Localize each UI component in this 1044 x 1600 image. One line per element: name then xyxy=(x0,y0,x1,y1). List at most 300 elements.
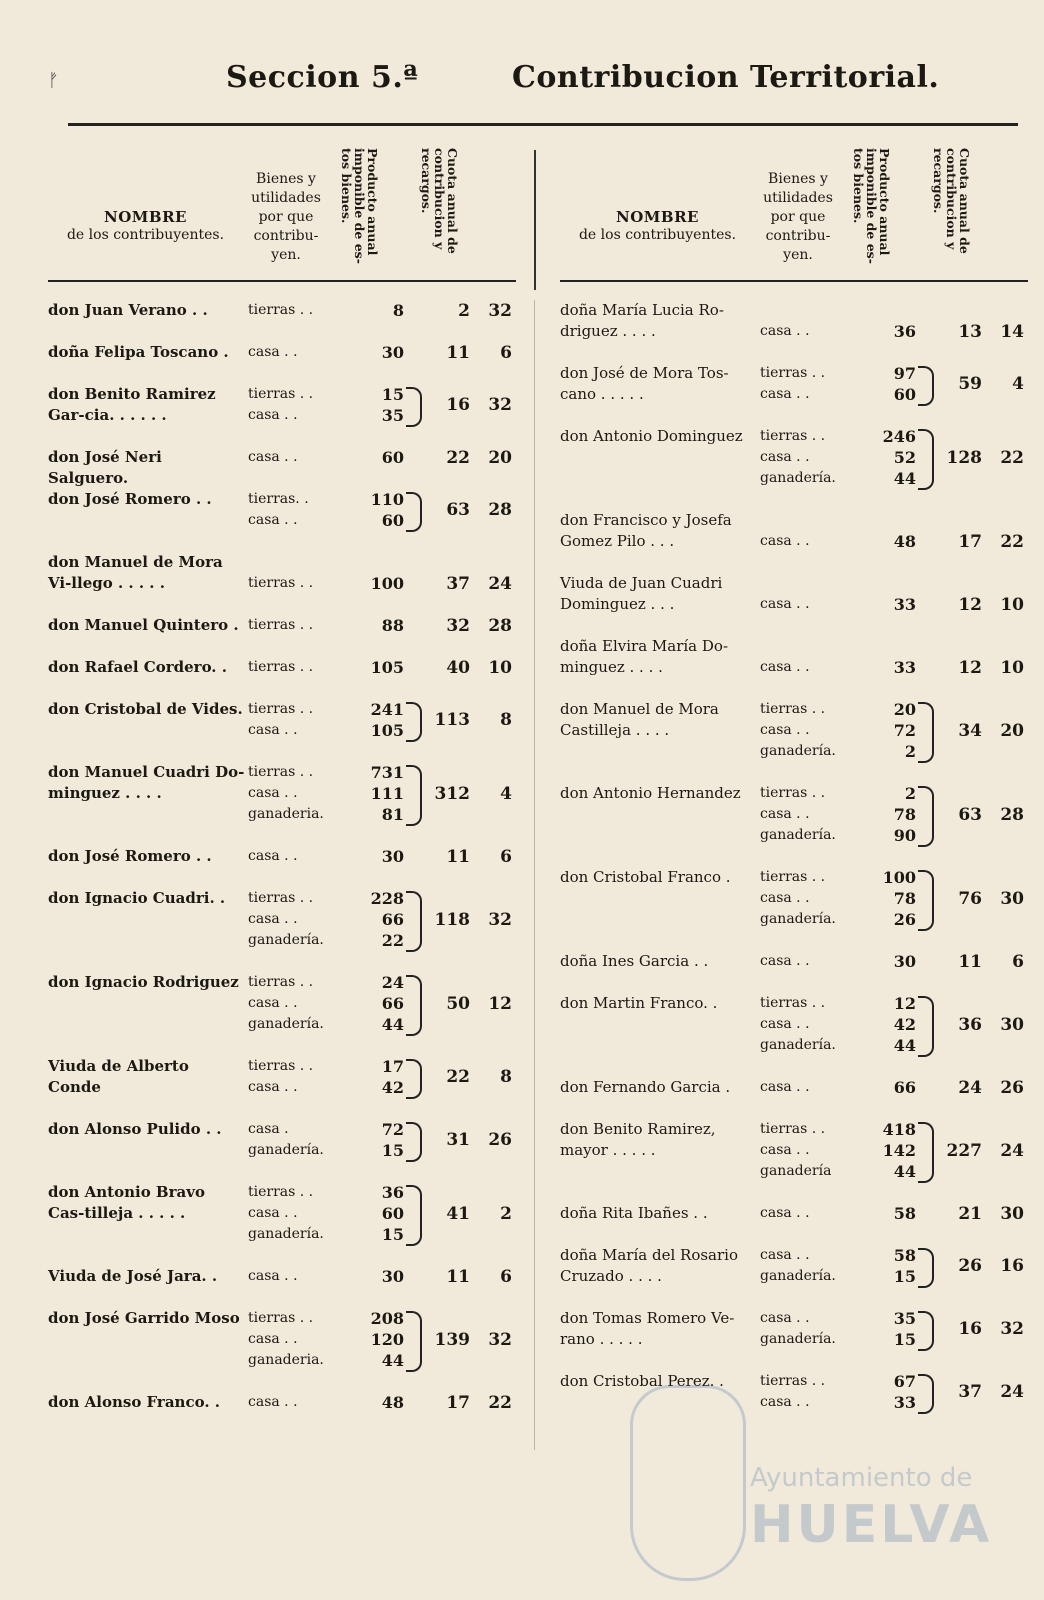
table-row xyxy=(48,846,516,867)
col-header-cuota: Cuota anual de contribucion y recargos. xyxy=(419,148,460,254)
taxpayer-name: don Tomas Romero Ve-rano . . . . . xyxy=(560,1309,735,1348)
product-value: 44 xyxy=(381,1015,404,1034)
taxpayer-name: doña Elvira María Do-minguez . . . . xyxy=(560,637,729,676)
cuota-reales: 37 xyxy=(958,1382,982,1402)
property-type: tierras . . xyxy=(248,764,314,780)
product-value: 30 xyxy=(381,343,404,362)
property-type: tierras . . xyxy=(248,1310,314,1326)
taxpayer-name: don Alonso Pulido . . xyxy=(48,1120,222,1138)
cuota-maravedis: 20 xyxy=(1000,720,1024,741)
product-value: 100 xyxy=(370,574,404,593)
cuota-maravedis: 4 xyxy=(500,783,512,804)
product-value: 8 xyxy=(392,301,404,320)
property-type: tierras . . xyxy=(248,575,314,591)
table-row xyxy=(48,552,516,594)
product-value: 12 xyxy=(893,994,916,1013)
cuota-maravedis: 22 xyxy=(1000,531,1024,552)
col-header-cuota: Cuota anual de contribucion y recargos. xyxy=(931,148,972,254)
cuota-reales: 2 xyxy=(458,300,470,321)
right-table xyxy=(560,140,1028,1434)
property-type: ganadería. xyxy=(760,1331,836,1347)
taxpayer-name: Viuda de Alberto Conde xyxy=(48,1057,189,1096)
property-type: tierras . . xyxy=(760,785,826,801)
property-type: casa . . xyxy=(248,512,298,528)
cuota-reales: 11 xyxy=(446,1266,470,1287)
cuota-maravedis: 32 xyxy=(488,395,512,415)
property-type: tierras . . xyxy=(248,1184,314,1200)
table-row xyxy=(48,1266,516,1287)
product-value: 60 xyxy=(381,511,404,530)
cuota-maravedis: 24 xyxy=(488,573,512,594)
property-type: casa . . xyxy=(760,1079,810,1095)
property-type: tierras . . xyxy=(760,869,826,885)
cuota-reales: 34 xyxy=(958,720,982,741)
cuota-maravedis: 10 xyxy=(1000,657,1024,678)
cuota-reales: 11 xyxy=(446,342,470,363)
cuota-maravedis: 26 xyxy=(1000,1077,1024,1098)
product-value: 60 xyxy=(893,385,916,404)
taxpayer-name: doña Rita Ibañes . . xyxy=(560,1204,708,1222)
property-type: casa . . xyxy=(248,785,298,801)
property-type: casa . . xyxy=(760,449,810,465)
cuota-maravedis: 6 xyxy=(500,846,512,867)
property-type: tierras. . xyxy=(248,491,309,507)
property-type: tierras . . xyxy=(248,1058,314,1074)
table-row xyxy=(560,636,1028,678)
cuota-reales: 32 xyxy=(446,615,470,636)
corner-mark: ᚠ xyxy=(48,70,59,91)
property-type: tierras . . xyxy=(248,386,314,402)
product-value: 26 xyxy=(893,910,916,929)
left-table-rows xyxy=(48,282,516,1434)
cuota-reales: 17 xyxy=(446,1392,470,1413)
taxpayer-name: don Rafael Cordero. . xyxy=(48,658,227,676)
cuota-reales: 12 xyxy=(958,657,982,678)
cuota-maravedis: 10 xyxy=(488,657,512,678)
taxpayer-name: don Ignacio Cuadri. . xyxy=(48,889,226,907)
cuota-reales: 63 xyxy=(958,804,982,825)
cuota-maravedis: 6 xyxy=(500,1266,512,1287)
property-type: casa . . xyxy=(760,1394,810,1410)
product-value: 66 xyxy=(893,1078,916,1097)
table-row xyxy=(560,699,1028,762)
cuota-maravedis: 10 xyxy=(1000,594,1024,615)
cuota-reales: 139 xyxy=(434,1329,470,1350)
taxpayer-name: doña María del Rosario Cruzado . . . . xyxy=(560,1246,738,1285)
property-type: casa . . xyxy=(248,1394,298,1410)
table-row xyxy=(48,657,516,678)
table-row xyxy=(560,993,1028,1056)
product-value: 67 xyxy=(893,1372,916,1391)
section-heading: Seccion 5.ª xyxy=(226,60,419,95)
property-type: ganadería. xyxy=(248,1226,324,1242)
property-type: casa . . xyxy=(248,1268,298,1284)
table-row xyxy=(48,1392,516,1413)
property-type: casa . . xyxy=(248,848,298,864)
product-value: 15 xyxy=(381,1141,404,1160)
col-header-nombre: NOMBRE de los contribuyentes. xyxy=(66,208,225,243)
product-value: 60 xyxy=(381,1204,404,1223)
product-value: 48 xyxy=(893,532,916,551)
product-value: 33 xyxy=(893,595,916,614)
left-table xyxy=(48,140,516,1434)
taxpayer-name: don Antonio Dominguez xyxy=(560,427,743,445)
product-value: 36 xyxy=(381,1183,404,1202)
product-value: 208 xyxy=(370,1309,404,1328)
property-type: casa . . xyxy=(248,344,298,360)
product-value: 246 xyxy=(882,427,916,446)
cuota-reales: 227 xyxy=(946,1140,982,1161)
property-type: casa . . xyxy=(760,659,810,675)
cuota-maravedis: 6 xyxy=(500,342,512,363)
property-type: casa . . xyxy=(760,533,810,549)
property-type: casa . . xyxy=(760,1310,810,1326)
cuota-maravedis: 14 xyxy=(1000,321,1024,342)
table-row xyxy=(560,1308,1028,1350)
product-value: 120 xyxy=(370,1330,404,1349)
property-type: tierras . . xyxy=(760,701,826,717)
property-type: casa . . xyxy=(248,407,298,423)
property-type: ganadería. xyxy=(760,1037,836,1053)
property-type: tierras . . xyxy=(248,701,314,717)
cuota-reales: 36 xyxy=(958,1014,982,1035)
product-value: 66 xyxy=(381,994,404,1013)
cuota-reales: 37 xyxy=(446,573,470,594)
table-row xyxy=(48,699,516,741)
cuota-maravedis: 30 xyxy=(1000,1014,1024,1035)
product-value: 42 xyxy=(381,1078,404,1097)
property-type: tierras . . xyxy=(248,659,314,675)
cuota-reales: 113 xyxy=(434,710,470,730)
product-value: 44 xyxy=(381,1351,404,1370)
cuota-maravedis: 28 xyxy=(1000,804,1024,825)
watermark-line1: Ayuntamiento de xyxy=(750,1463,973,1493)
product-value: 66 xyxy=(381,910,404,929)
table-row xyxy=(560,363,1028,405)
cuota-reales: 16 xyxy=(446,395,470,415)
table-row xyxy=(560,1119,1028,1182)
taxpayer-name: don Francisco y Josefa Gomez Pilo . . . xyxy=(560,511,732,550)
table-row xyxy=(48,1182,516,1245)
product-value: 17 xyxy=(381,1057,404,1076)
table-row xyxy=(48,447,516,487)
table-row xyxy=(560,573,1028,615)
taxpayer-name: don Manuel Cuadri Do-minguez . . . . xyxy=(48,763,245,802)
cuota-reales: 24 xyxy=(958,1077,982,1098)
property-type: ganadería. xyxy=(760,911,836,927)
taxpayer-name: doña María Lucia Ro-driguez . . . . xyxy=(560,301,724,340)
taxpayer-name: don Benito Ramirez, mayor . . . . . xyxy=(560,1120,716,1159)
property-type: casa . . xyxy=(248,1331,298,1347)
cuota-reales: 59 xyxy=(958,374,982,394)
property-type: tierras . . xyxy=(760,995,826,1011)
cuota-reales: 63 xyxy=(446,500,470,520)
taxpayer-name: don Manuel de Mora Castilleja . . . . xyxy=(560,700,719,739)
taxpayer-name: doña Ines Garcia . . xyxy=(560,952,709,970)
table-row xyxy=(48,972,516,1035)
col-header-producto: Producto anual imponible de es-tos bienes. xyxy=(339,148,380,264)
table-row xyxy=(48,1056,516,1098)
cuota-maravedis: 32 xyxy=(1000,1319,1024,1339)
cuota-maravedis: 26 xyxy=(488,1130,512,1150)
table-row xyxy=(560,426,1028,489)
product-value: 418 xyxy=(882,1120,916,1139)
cuota-maravedis: 12 xyxy=(488,993,512,1014)
product-value: 90 xyxy=(893,826,916,845)
product-value: 105 xyxy=(370,658,404,677)
property-type: tierras . . xyxy=(760,428,826,444)
taxpayer-name: don Martin Franco. . xyxy=(560,994,718,1012)
property-type: casa . xyxy=(248,1121,289,1137)
property-type: casa . . xyxy=(248,722,298,738)
column-divider-faint xyxy=(534,300,535,1450)
product-value: 78 xyxy=(893,805,916,824)
cuota-maravedis: 20 xyxy=(488,447,512,468)
cuota-reales: 21 xyxy=(958,1203,982,1224)
property-type: casa . . xyxy=(760,1205,810,1221)
property-type: casa . . xyxy=(760,806,810,822)
product-value: 48 xyxy=(381,1393,404,1412)
header-rule xyxy=(68,123,1018,126)
right-table-rows xyxy=(560,282,1028,1434)
product-value: 58 xyxy=(893,1246,916,1265)
col-header-bienes: Bienes y utilidades por que contribu-yen. xyxy=(251,171,321,263)
cuota-reales: 11 xyxy=(958,951,982,972)
table-row xyxy=(48,489,516,531)
cuota-reales: 16 xyxy=(958,1319,982,1339)
property-type: ganadería. xyxy=(248,932,324,948)
property-type: casa . . xyxy=(760,722,810,738)
property-type: casa . . xyxy=(248,1079,298,1095)
taxpayer-name: don José Neri Salguero. xyxy=(48,448,162,487)
table-row xyxy=(48,300,516,321)
cuota-maravedis: 32 xyxy=(488,1329,512,1350)
taxpayer-name: don Juan Verano . . xyxy=(48,301,208,319)
right-table-header xyxy=(560,140,1028,282)
cuota-reales: 312 xyxy=(434,783,470,804)
cuota-maravedis: 8 xyxy=(500,1067,512,1087)
cuota-reales: 40 xyxy=(446,657,470,678)
product-value: 2 xyxy=(904,742,916,761)
col-header-nombre: NOMBRE de los contribuyentes. xyxy=(578,208,737,243)
cuota-maravedis: 2 xyxy=(500,1203,512,1224)
cuota-maravedis: 28 xyxy=(488,615,512,636)
table-row xyxy=(560,1203,1028,1224)
product-value: 44 xyxy=(893,1162,916,1181)
product-value: 35 xyxy=(893,1309,916,1328)
table-row xyxy=(48,342,516,363)
product-value: 142 xyxy=(882,1141,916,1160)
cuota-reales: 50 xyxy=(446,993,470,1014)
table-row xyxy=(48,384,516,426)
cuota-reales: 12 xyxy=(958,594,982,615)
product-value: 22 xyxy=(381,931,404,950)
property-type: ganadería. xyxy=(248,1142,324,1158)
cuota-reales: 118 xyxy=(434,909,470,930)
product-value: 88 xyxy=(381,616,404,635)
property-type: ganaderia. xyxy=(248,1352,324,1368)
cuota-maravedis: 8 xyxy=(500,710,512,730)
property-type: tierras . . xyxy=(248,974,314,990)
taxpayer-name: don José Garrido Moso xyxy=(48,1309,240,1327)
property-type: ganadería. xyxy=(760,1268,836,1284)
cuota-reales: 22 xyxy=(446,447,470,468)
property-type: ganadería xyxy=(760,1163,832,1179)
property-type: tierras . . xyxy=(248,302,314,318)
product-value: 44 xyxy=(893,469,916,488)
property-type: ganadería. xyxy=(760,827,836,843)
taxpayer-name: Viuda de José Jara. . xyxy=(48,1267,218,1285)
product-value: 33 xyxy=(893,658,916,677)
property-type: tierras . . xyxy=(760,1373,826,1389)
cuota-maravedis: 32 xyxy=(488,300,512,321)
property-type: tierras . . xyxy=(248,617,314,633)
taxpayer-name: don Antonio Bravo Cas-tilleja . . . . . xyxy=(48,1183,205,1222)
cuota-maravedis: 30 xyxy=(1000,888,1024,909)
taxpayer-name: Viuda de Juan Cuadri Dominguez . . . xyxy=(560,574,723,613)
product-value: 2 xyxy=(904,784,916,803)
property-type: casa . . xyxy=(760,596,810,612)
table-row xyxy=(560,951,1028,972)
product-value: 60 xyxy=(381,448,404,467)
left-table-header xyxy=(48,140,516,282)
taxpayer-name: don Cristobal Perez. . xyxy=(560,1372,724,1390)
table-row xyxy=(560,783,1028,846)
cuota-maravedis: 16 xyxy=(1000,1256,1024,1276)
cuota-maravedis: 6 xyxy=(1012,951,1024,972)
cuota-maravedis: 30 xyxy=(1000,1203,1024,1224)
product-value: 24 xyxy=(381,973,404,992)
product-value: 35 xyxy=(381,406,404,425)
product-value: 58 xyxy=(893,1204,916,1223)
table-row xyxy=(48,1308,516,1371)
property-type: casa . . xyxy=(248,911,298,927)
property-type: casa . . xyxy=(760,1016,810,1032)
product-value: 30 xyxy=(893,952,916,971)
cuota-maravedis: 4 xyxy=(1012,374,1024,394)
cuota-reales: 31 xyxy=(446,1130,470,1150)
property-type: ganaderia. xyxy=(248,806,324,822)
taxpayer-name: doña Felipa Toscano . xyxy=(48,343,229,361)
table-row xyxy=(560,867,1028,930)
table-row xyxy=(560,1077,1028,1098)
product-value: 78 xyxy=(893,889,916,908)
product-value: 15 xyxy=(893,1267,916,1286)
property-type: ganadería. xyxy=(760,470,836,486)
product-value: 52 xyxy=(893,448,916,467)
cuota-maravedis: 28 xyxy=(488,500,512,520)
property-type: casa . . xyxy=(760,386,810,402)
taxpayer-name: don José Romero . . xyxy=(48,490,212,508)
property-type: casa . . xyxy=(760,1142,810,1158)
taxpayer-name: don Antonio Hernandez xyxy=(560,784,741,802)
product-value: 30 xyxy=(381,847,404,866)
property-type: casa . . xyxy=(760,1247,810,1263)
product-value: 110 xyxy=(370,490,404,509)
property-type: casa . . xyxy=(760,890,810,906)
cuota-reales: 11 xyxy=(446,846,470,867)
watermark-line2: HUELVA xyxy=(750,1495,993,1555)
product-value: 30 xyxy=(381,1267,404,1286)
product-value: 228 xyxy=(370,889,404,908)
taxpayer-name: don Ignacio Rodriguez xyxy=(48,973,239,991)
table-row xyxy=(48,1119,516,1161)
watermark xyxy=(630,1385,1030,1585)
table-row xyxy=(48,615,516,636)
property-type: ganadería. xyxy=(248,1016,324,1032)
product-value: 100 xyxy=(882,868,916,887)
table-row xyxy=(560,510,1028,552)
column-divider xyxy=(534,150,536,290)
table-row xyxy=(48,888,516,951)
cuota-reales: 41 xyxy=(446,1203,470,1224)
cuota-maravedis: 32 xyxy=(488,909,512,930)
product-value: 36 xyxy=(893,322,916,341)
table-row xyxy=(560,300,1028,342)
product-value: 72 xyxy=(381,1120,404,1139)
taxpayer-name: don Manuel de Mora Vi-llego . . . . . xyxy=(48,553,223,592)
table-row xyxy=(560,1245,1028,1287)
shield-icon xyxy=(630,1385,746,1581)
product-value: 15 xyxy=(381,385,404,404)
table-row xyxy=(48,762,516,825)
product-value: 111 xyxy=(370,784,404,803)
property-type: tierras . . xyxy=(760,365,826,381)
property-type: casa . . xyxy=(248,995,298,1011)
cuota-reales: 22 xyxy=(446,1067,470,1087)
cuota-reales: 17 xyxy=(958,531,982,552)
property-type: tierras . . xyxy=(760,1121,826,1137)
product-value: 241 xyxy=(370,700,404,719)
col-header-bienes: Bienes y utilidades por que contribu-yen. xyxy=(763,171,833,263)
taxpayer-name: don Benito Ramirez Gar-cia. . . . . . xyxy=(48,385,216,424)
taxpayer-name: don José de Mora Tos-cano . . . . . xyxy=(560,364,729,403)
col-header-producto: Producto anual imponible de es-tos bienes. xyxy=(851,148,892,264)
taxpayer-name: don Manuel Quintero . xyxy=(48,616,239,634)
product-value: 81 xyxy=(381,805,404,824)
cuota-reales: 26 xyxy=(958,1256,982,1276)
cuota-reales: 76 xyxy=(958,888,982,909)
product-value: 15 xyxy=(381,1225,404,1244)
page-title: Contribucion Territorial. xyxy=(512,60,940,95)
property-type: ganadería. xyxy=(760,743,836,759)
taxpayer-name: don Cristobal de Vides. xyxy=(48,700,243,718)
product-value: 33 xyxy=(893,1393,916,1412)
property-type: tierras . . xyxy=(248,890,314,906)
taxpayer-name: don José Romero . . xyxy=(48,847,212,865)
cuota-maravedis: 24 xyxy=(1000,1382,1024,1402)
property-type: casa . . xyxy=(248,449,298,465)
property-type: casa . . xyxy=(760,323,810,339)
product-value: 20 xyxy=(893,700,916,719)
product-value: 42 xyxy=(893,1015,916,1034)
taxpayer-name: don Fernando Garcia . xyxy=(560,1078,731,1096)
product-value: 15 xyxy=(893,1330,916,1349)
cuota-maravedis: 24 xyxy=(1000,1140,1024,1161)
cuota-maravedis: 22 xyxy=(1000,447,1024,468)
product-value: 105 xyxy=(370,721,404,740)
product-value: 44 xyxy=(893,1036,916,1055)
product-value: 731 xyxy=(370,763,404,782)
product-value: 97 xyxy=(893,364,916,383)
taxpayer-name: don Cristobal Franco . xyxy=(560,868,731,886)
taxpayer-name: don Alonso Franco. . xyxy=(48,1393,220,1411)
property-type: casa . . xyxy=(760,953,810,969)
property-type: casa . . xyxy=(248,1205,298,1221)
cuota-reales: 128 xyxy=(946,447,982,468)
cuota-maravedis: 22 xyxy=(488,1392,512,1413)
cuota-reales: 13 xyxy=(958,321,982,342)
